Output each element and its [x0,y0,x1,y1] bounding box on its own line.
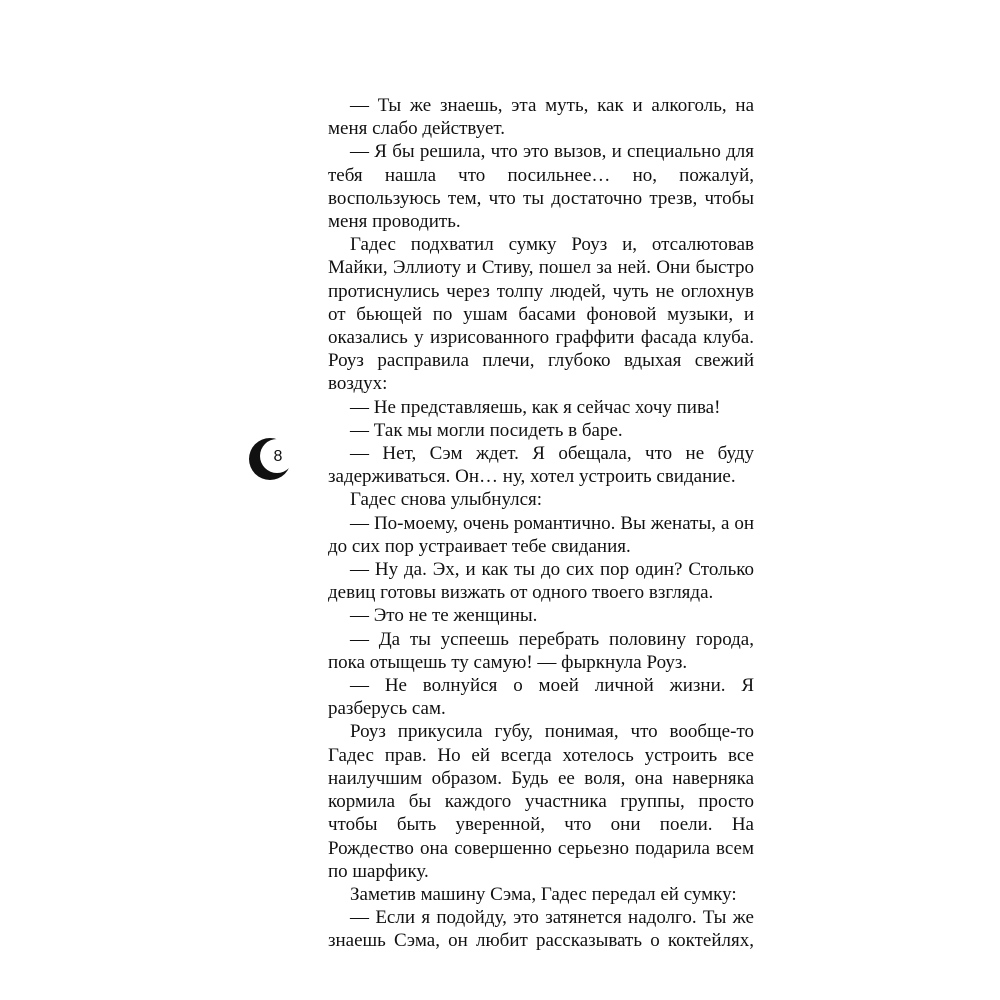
paragraph: — Ты же знаешь, эта муть, как и алкоголь, на меня слабо действует. [328,95,754,140]
paragraph: — Это не те женщины. [350,605,538,627]
paragraph: — По-моему, очень романтично. Вы женаты, а он до сих пор устраивает тебе свидания. [328,512,754,557]
paragraph: Гадес снова улыбнулся: [350,489,543,511]
page-number: 8 [273,448,283,465]
page-number-badge [248,436,294,482]
paragraph: — Так мы могли посидеть в баре. [350,419,623,441]
paragraph: — Я бы решила, что это вызов, и специально для тебя нашла что посильнее… но, пожалуй, воспользуюсь тем, что ты достаточно трезв, чтобы меня проводить. [328,141,754,233]
paragraph: Гадес подхватил сумку Роуз и, отсалютовав Майки, Эллиоту и Стиву, пошел за ней. Они быстро протиснулись через толпу людей, чуть не оглохнув от бьющей по ушам басами фоновой музыки, и оказались у изрисованного граффити фасада клуба. Роуз расправила плечи, глубоко вдыхая свежий воздух: [328,234,754,395]
paragraph: Заметив машину Сэма, Гадес передал ей сумку: [350,883,737,905]
body-text [328,94,754,953]
paragraph: Роуз прикусила губу, понимая, что вообще-то Гадес прав. Но ей всегда хотелось устроить все наилучшим образом. Будь ее воля, она наверняка кормила бы каждого участника группы, просто чтобы быть уверенной, что они поели. На Рождество она совершенно серьезно подарила всем по шарфику. [328,721,754,882]
paragraph: — Ну да. Эх, и как ты до сих пор один? Столько девиц готовы визжать от одного твоего взгляда. [328,559,754,604]
paragraph: — Если я подойду, это затянется надолго. Ты же знаешь Сэма, он любит рассказывать о коктейлях, [328,907,754,952]
paragraph: — Не представляешь, как я сейчас хочу пива! [350,396,721,418]
paragraph: — Не волнуйся о моей личной жизни. Я разберусь сам. [328,675,754,720]
paragraph: — Да ты успеешь перебрать половину города, пока отыщешь ту самую! — фыркнула Роуз. [328,628,754,673]
paragraph: — Нет, Сэм ждет. Я обещала, что не буду задерживаться. Он… ну, хотел устроить свидание. [328,443,754,488]
